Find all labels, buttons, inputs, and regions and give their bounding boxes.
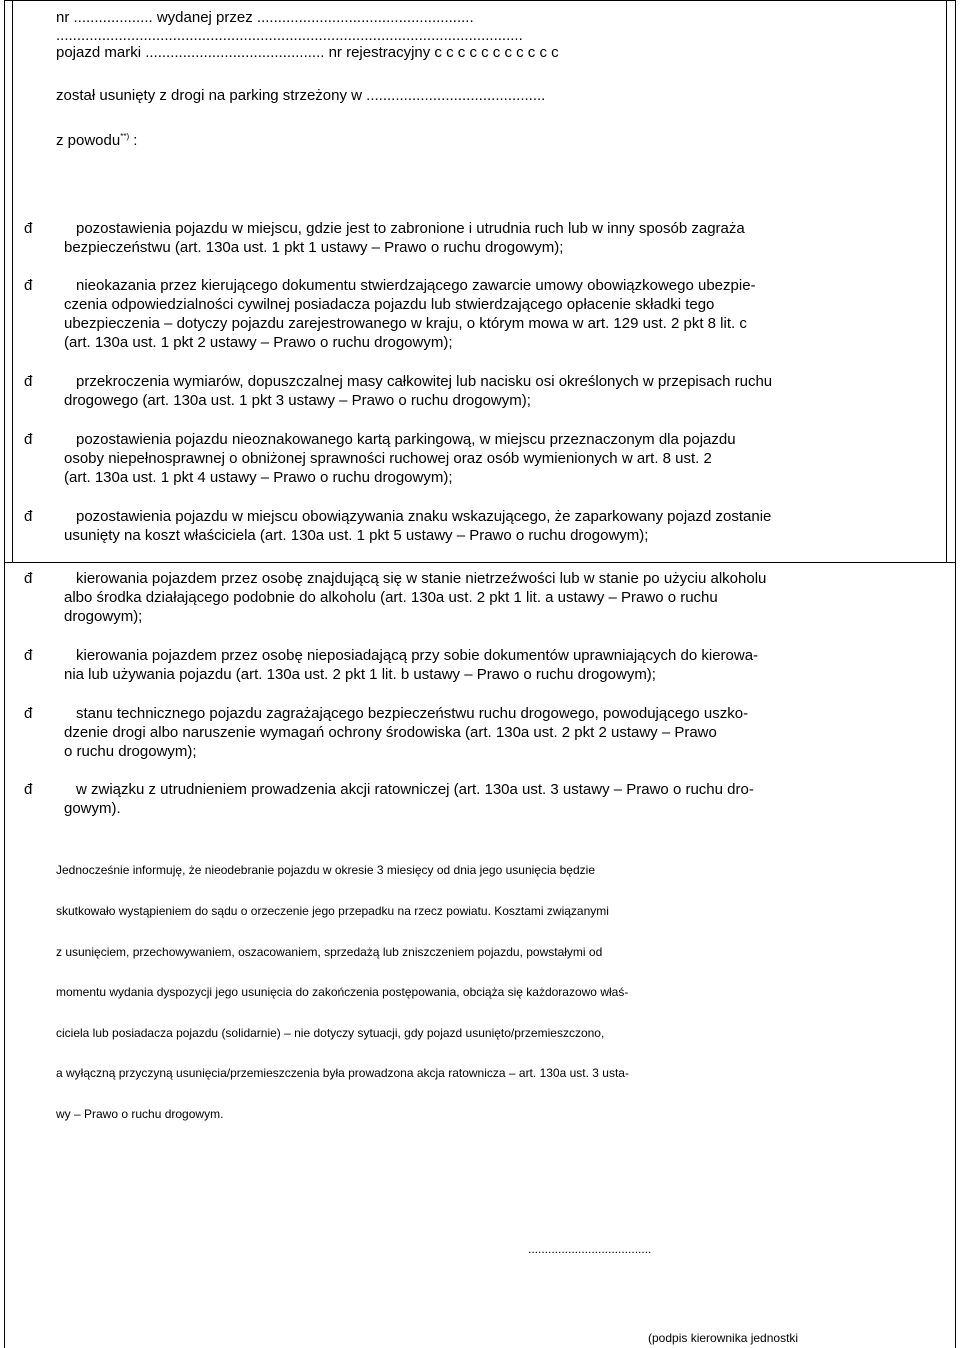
bullet-icon: đ: [24, 431, 33, 448]
header-line-4: został usunięty z drogi na parking strzeżony w ...........................................: [56, 87, 546, 104]
reason-line: (art. 130a ust. 1 pkt 4 ustawy – Prawo o ruchu drogowym);: [64, 469, 453, 486]
reason-line: czenia odpowiedzialności cywilnej posiadacza pojazdu lub stwierdzającego opłacenie składki tego: [64, 296, 715, 313]
reason-line: w związku z utrudnieniem prowadzenia akcji ratowniczej (art. 130a ust. 3 ustawy – Prawo o ruchu dro-: [76, 781, 754, 798]
bullet-icon: đ: [24, 570, 33, 587]
reason-line: kierowania pojazdem przez osobę znajdującą się w stanie nietrzeźwości lub w stanie po użyciu alkoholu: [76, 570, 767, 587]
inner-bottom-line: [4, 562, 956, 563]
notice-line: skutkowało wystąpieniem do sądu o orzeczenie jego przepadku na rzecz powiatu. Kosztami związanymi: [56, 904, 609, 918]
bullet-icon: đ: [24, 781, 33, 798]
reason-line: kierowania pojazdem przez osobę nieposiadającą przy sobie dokumentów uprawniających do kierowa-: [76, 647, 759, 664]
signature-dots: .....................................: [528, 1242, 652, 1256]
reason-line: drogowego (art. 130a ust. 1 pkt 3 ustawy – Prawo o ruchu drogowym);: [64, 392, 531, 409]
notice-line: ciciela lub posiadacza pojazdu (solidarnie) – nie dotyczy sytuacji, gdy pojazd usunięto/przemieszczono,: [56, 1026, 605, 1040]
reason-line: (art. 130a ust. 1 pkt 2 ustawy – Prawo o ruchu drogowym);: [64, 334, 453, 351]
bullet-icon: đ: [24, 220, 33, 237]
bullet-icon: đ: [24, 705, 33, 722]
reason-line: usunięty na koszt właściciela (art. 130a ust. 1 pkt 5 ustawy – Prawo o ruchu drogowym);: [64, 527, 649, 544]
bullet-icon: đ: [24, 647, 33, 664]
reason-line: stanu technicznego pojazdu zagrażającego bezpieczeństwu ruchu drogowego, powodującego uszko-: [76, 705, 749, 722]
reason-line: pozostawienia pojazdu w miejscu obowiązywania znaku wskazującego, że zaparkowany pojazd zostanie: [76, 508, 772, 525]
frame-right-line: [955, 0, 956, 1348]
reason-prefix: z powodu: [56, 132, 121, 149]
notice-line: momentu wydania dyspozycji jego usunięcia do zakończenia postępowania, obciąża się każdorazowo właś-: [56, 985, 629, 999]
inner-left-line: [12, 0, 13, 562]
bullet-icon: đ: [24, 277, 33, 294]
reason-colon: :: [133, 132, 138, 149]
bullet-icon: đ: [24, 508, 33, 525]
frame-left-line: [4, 0, 5, 1348]
notice-line: Jednocześnie informuję, że nieodebranie pojazdu w okresie 3 miesięcy od dnia jego usunięcia będzie: [56, 863, 595, 877]
inner-right-line: [946, 0, 947, 562]
reason-line: nia lub używania pojazdu (art. 130a ust. 2 pkt 1 lit. b ustawy – Prawo o ruchu drogowym);: [64, 666, 656, 683]
reason-line: dzenie drogi albo naruszenie wymagań ochrony środowiska (art. 130a ust. 2 pkt 2 ustawy – Prawo: [64, 724, 717, 741]
footnote-marker: **): [120, 132, 130, 141]
notice-line: z usunięciem, przechowywaniem, oszacowaniem, sprzedażą lub zniszczeniem pojazdu, powstałymi od: [56, 945, 603, 959]
top-line: [4, 0, 956, 1]
notice-line: a wyłączną przyczyną usunięcia/przemieszczenia była prowadzona akcja ratownicza – art. 130a ust. 3 usta-: [56, 1066, 629, 1080]
header-line-2: ................................................................................................................: [56, 27, 523, 44]
header-line-1: nr ................... wydanej przez ....................................................: [56, 9, 474, 26]
reason-line: nieokazania przez kierującego dokumentu stwierdzającego zawarcie umowy obowiązkowego ubezpie-: [76, 277, 756, 294]
header-line-3: pojazd marki ........................................... nr rejestracyjny c c c c c c c c c c c: [56, 44, 559, 61]
reason-line: gowym).: [64, 800, 121, 817]
reason-line: albo środka działającego podobnie do alkoholu (art. 130a ust. 2 pkt 1 lit. a ustawy – Prawo o ruchu: [64, 589, 718, 606]
reason-line: pozostawienia pojazdu nieoznakowanego kartą parkingową, w miejscu przeznaczonym dla pojazdu: [76, 431, 736, 448]
reason-line: osoby niepełnosprawnej o obniżonej sprawności ruchowej oraz osób wymienionych w art. 8 ust. 2: [64, 450, 712, 467]
reason-line: pozostawienia pojazdu w miejscu, gdzie jest to zabronione i utrudnia ruch lub w inny sposób zagraża: [76, 220, 745, 237]
signature-caption: (podpis kierownika jednostki: [648, 1331, 799, 1345]
header-line-5: [56, 131, 137, 150]
reason-line: drogowym);: [64, 608, 143, 625]
notice-line: wy – Prawo o ruchu drogowym.: [56, 1107, 224, 1121]
reason-line: bezpieczeństwu (art. 130a ust. 1 pkt 1 ustawy – Prawo o ruchu drogowym);: [64, 239, 564, 256]
reason-line: przekroczenia wymiarów, dopuszczalnej masy całkowitej lub nacisku osi określonych w przepisach ruchu: [76, 373, 773, 390]
bullet-icon: đ: [24, 373, 33, 390]
reason-line: o ruchu drogowym);: [64, 743, 197, 760]
reason-line: ubezpieczenia – dotyczy pojazdu zarejestrowanego w kraju, o którym mowa w art. 129 ust. 2 pkt 8 lit. c: [64, 315, 747, 332]
